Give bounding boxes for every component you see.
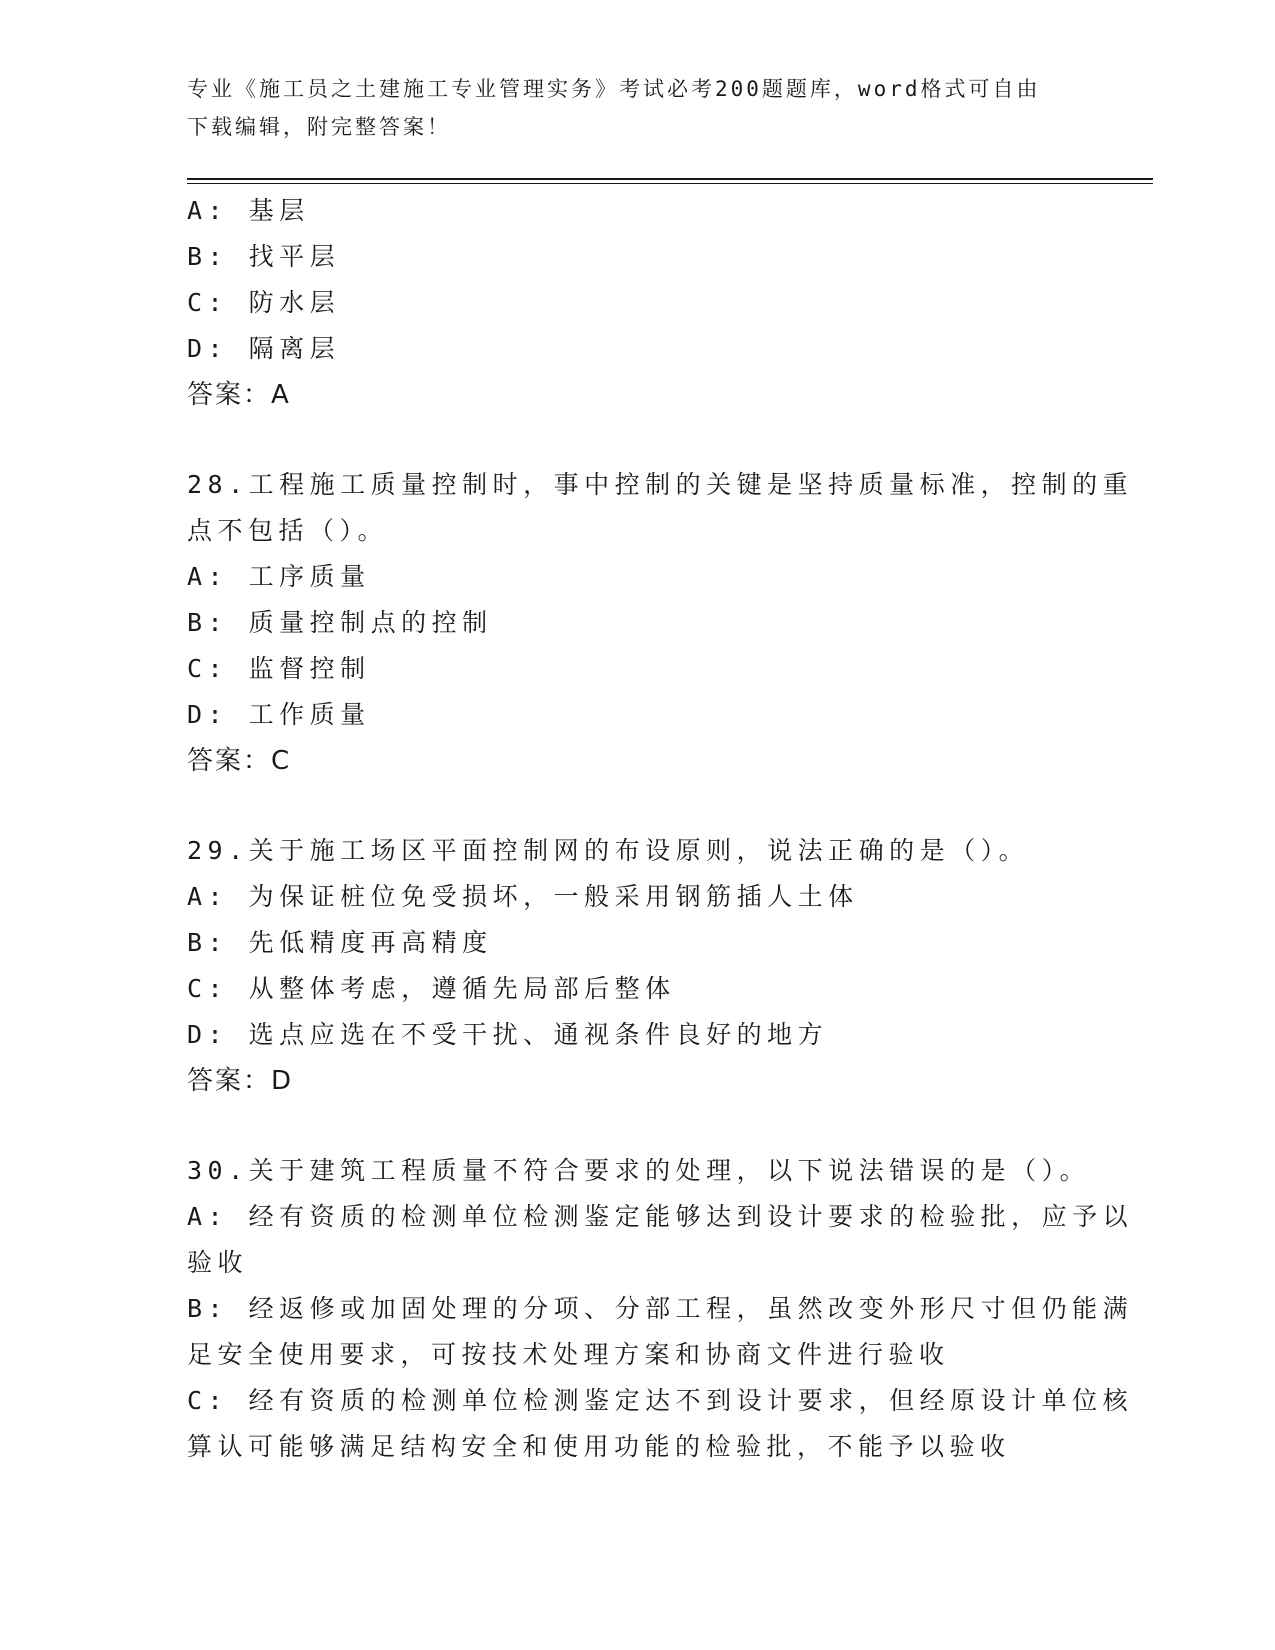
header-line-1: 专业《施工员之土建施工专业管理实务》考试必考200题题库，word格式可自由 <box>187 77 1041 101</box>
option-c: C: 从整体考虑，遵循先局部后整体 <box>187 974 676 1003</box>
header-divider-thick <box>187 178 1153 180</box>
answer: 答案：C <box>187 746 292 776</box>
question-stem-line: 28.工程施工质量控制时，事中控制的关键是坚持质量标准，控制的重 <box>187 470 1134 499</box>
question-29 <box>187 828 1087 1104</box>
option-c-continued: 算认可能够满足结构安全和使用功能的检验批，不能予以验收 <box>187 1432 1011 1461</box>
answer: 答案：D <box>187 1066 294 1096</box>
question-stem-line: 29.关于施工场区平面控制网的布设原则，说法正确的是（）。 <box>187 836 1030 865</box>
option-d: D: 工作质量 <box>187 700 371 729</box>
option-a: A: 为保证桩位免受损坏，一般采用钢筋插人土体 <box>187 882 859 911</box>
option-b: B: 找平层 <box>187 242 341 271</box>
option-b: B: 经返修或加固处理的分项、分部工程，虽然改变外形尺寸但仍能满 <box>187 1294 1134 1323</box>
question-30 <box>187 1148 1134 1470</box>
option-b-continued: 足安全使用要求，可按技术处理方案和协商文件进行验收 <box>187 1340 950 1369</box>
option-d: D: 选点应选在不受干扰、通视条件良好的地方 <box>187 1020 829 1049</box>
option-a-continued: 验收 <box>187 1248 249 1277</box>
option-b: B: 先低精度再高精度 <box>187 928 493 957</box>
question-stem-line: 点不包括（）。 <box>187 516 389 545</box>
question-list <box>187 188 1134 1470</box>
option-a: A: 基层 <box>187 196 310 225</box>
option-a: A: 经有资质的检测单位检测鉴定能够达到设计要求的检验批，应予以 <box>187 1202 1134 1231</box>
header-divider-thin <box>187 183 1153 184</box>
document-header <box>187 70 1067 146</box>
answer: 答案：A <box>187 380 291 410</box>
question-28 <box>187 462 1134 784</box>
option-a: A: 工序质量 <box>187 562 371 591</box>
spacer <box>187 1104 1087 1148</box>
option-d: D: 隔离层 <box>187 334 341 363</box>
option-b: B: 质量控制点的控制 <box>187 608 493 637</box>
question-27 <box>187 188 1087 418</box>
question-stem-line: 30.关于建筑工程质量不符合要求的处理，以下说法错误的是（）。 <box>187 1156 1091 1185</box>
option-c: C: 经有资质的检测单位检测鉴定达不到设计要求，但经原设计单位核 <box>187 1386 1134 1415</box>
spacer <box>187 418 1087 462</box>
spacer <box>187 784 1087 828</box>
option-c: C: 防水层 <box>187 288 341 317</box>
header-line-2: 下载编辑，附完整答案！ <box>187 115 451 139</box>
option-c: C: 监督控制 <box>187 654 371 683</box>
